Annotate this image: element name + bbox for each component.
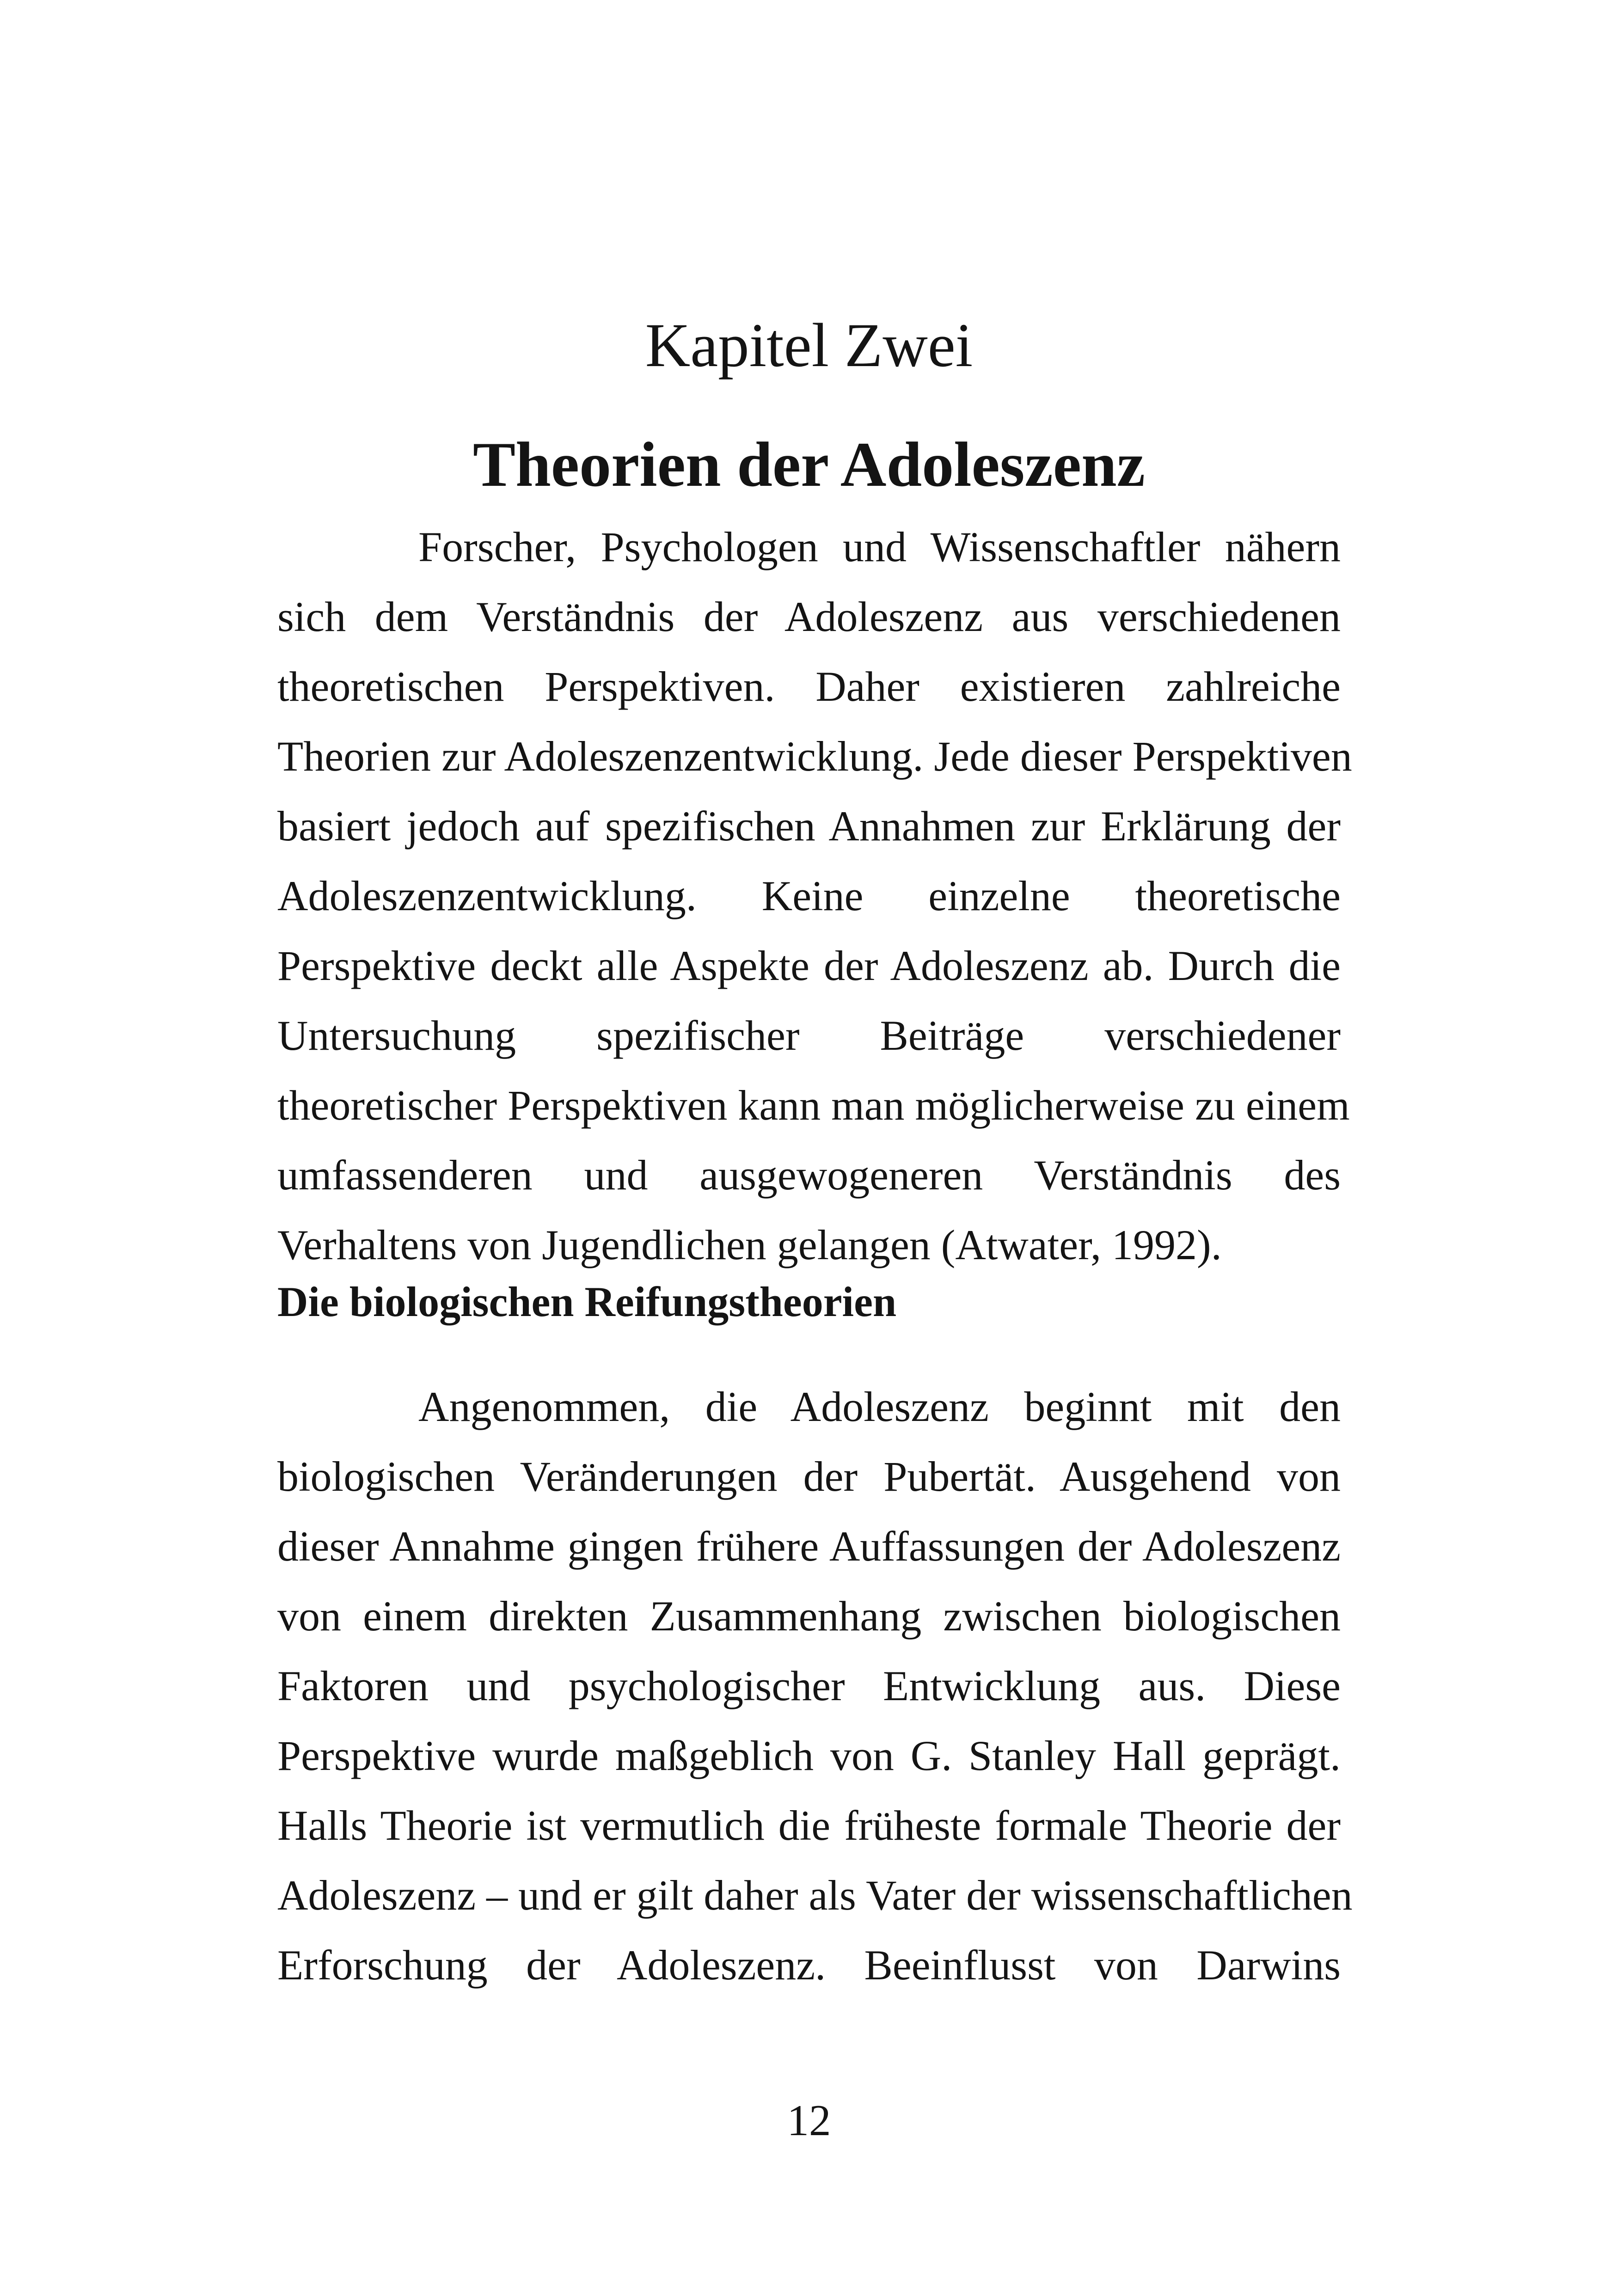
chapter-title: Theorien der Adoleszenz [473, 429, 1145, 500]
paragraph-line: Forscher, Psychologen und Wissenschaftler nähern [418, 523, 1341, 570]
paragraph-line: Adoleszenz – und er gilt daher als Vater der wissenschaftlichen [277, 1872, 1353, 1919]
paragraph-intro [277, 512, 1352, 1280]
paragraph-line: Verhaltens von Jugendlichen gelangen (Atwater, 1992). [277, 1221, 1222, 1268]
paragraph-line: Erforschung der Adoleszenz. Beeinflusst von Darwins [277, 1941, 1341, 1989]
page-number: 12 [787, 2096, 831, 2145]
paragraph-line: biologischen Veränderungen der Pubertät. Ausgehend von [277, 1453, 1341, 1500]
paragraph-biological [277, 1372, 1353, 2000]
paragraph-line: theoretischer Perspektiven kann man möglicherweise zu einem [277, 1082, 1350, 1129]
paragraph-line: Halls Theorie ist vermutlich die früheste formale Theorie der [277, 1802, 1341, 1849]
paragraph-line: Faktoren und psychologischer Entwicklung aus. Diese [277, 1662, 1341, 1709]
paragraph-line: Theorien zur Adoleszenzentwicklung. Jede dieser Perspektiven [277, 733, 1352, 780]
paragraph-line: theoretischen Perspektiven. Daher existieren zahlreiche [277, 663, 1341, 710]
paragraph-line: Perspektive deckt alle Aspekte der Adoleszenz ab. Durch die [277, 942, 1341, 989]
paragraph-line: dieser Annahme gingen frühere Auffassungen der Adoleszenz [277, 1523, 1341, 1570]
section-heading: Die biologischen Reifungstheorien [277, 1278, 897, 1325]
paragraph-line: Angenommen, die Adoleszenz beginnt mit den [418, 1383, 1341, 1430]
paragraph-line: von einem direkten Zusammenhang zwischen biologischen [277, 1592, 1341, 1640]
paragraph-line: basiert jedoch auf spezifischen Annahmen zur Erklärung der [277, 802, 1341, 850]
paragraph-line: Perspektive wurde maßgeblich von G. Stanley Hall geprägt. [277, 1732, 1341, 1779]
paragraph-line: Untersuchung spezifischer Beiträge verschiedener [277, 1012, 1341, 1059]
paragraph-line: Adoleszenzentwicklung. Keine einzelne theoretische [277, 872, 1341, 919]
paragraph-line: sich dem Verständnis der Adoleszenz aus verschiedenen [277, 593, 1341, 640]
paragraph-line: umfassenderen und ausgewogeneren Verständnis des [277, 1151, 1341, 1199]
chapter-label: Kapitel Zwei [645, 311, 973, 380]
